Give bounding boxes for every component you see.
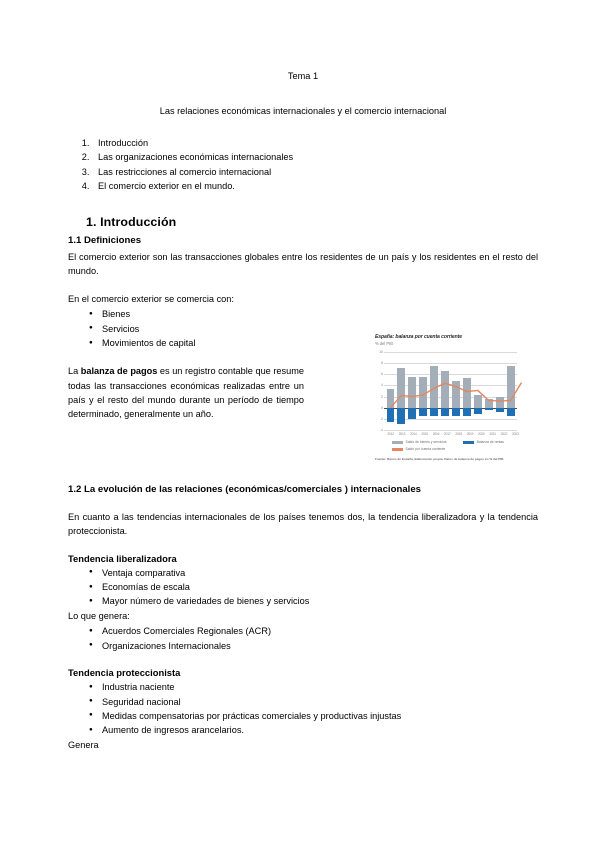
legend-swatch-gray-icon bbox=[392, 441, 403, 444]
trade-lead-in: En el comercio exterior se comercia con: bbox=[68, 294, 234, 305]
chart-subtitle: % del PIB bbox=[375, 341, 393, 346]
document-title: Tema 1 bbox=[287, 71, 319, 81]
list-item: ● Organizaciones Internacionales bbox=[102, 639, 538, 653]
chart-x-tick-label: 2022 bbox=[500, 432, 508, 436]
subsection-heading-1-1: 1.1 Definiciones bbox=[68, 234, 142, 246]
legend-label: Saldo de bienes y servicios bbox=[405, 440, 447, 444]
chart-y-tick-label: 2 bbox=[381, 394, 383, 399]
liberal-generates-list bbox=[68, 624, 538, 653]
chart-y-tick-label: 10 bbox=[379, 350, 383, 354]
chart-source-note: Fuente: Banco de España, Elaboración propia. Datos de balanza de pagos en % del PIB. bbox=[375, 457, 505, 461]
legend-label: Saldo por cuenta corriente bbox=[405, 447, 446, 451]
list-item: ● Bienes bbox=[102, 307, 538, 321]
chart-plot-area bbox=[375, 352, 517, 430]
chart-x-tick-label: 2016 bbox=[432, 432, 440, 436]
legend-swatch-blue-icon bbox=[463, 441, 474, 444]
chart-x-tick-label: 2023 bbox=[512, 432, 519, 436]
document-subtitle: Las relaciones económicas internacionales y el comercio internacional bbox=[159, 106, 447, 116]
liberal-generates-lead: Lo que genera: bbox=[68, 610, 130, 621]
list-item: ● Acuerdos Comerciales Regionales (ACR) bbox=[102, 624, 538, 638]
protection-items-list bbox=[68, 680, 538, 738]
list-item: ● Industria naciente bbox=[102, 680, 538, 694]
liberal-items-list bbox=[68, 566, 538, 609]
chart-x-tick-label: 2018 bbox=[455, 432, 462, 436]
list-item: ● Mayor número de variedades de bienes y servicios bbox=[102, 594, 538, 608]
chart-x-tick-label: 2019 bbox=[466, 432, 474, 436]
chart-legend bbox=[382, 440, 518, 454]
chart-y-tick-label: -2 bbox=[379, 416, 383, 421]
chart-y-tick-label: 6 bbox=[381, 372, 383, 377]
toc-item: 3. Las restricciones al comercio internacional bbox=[92, 165, 538, 179]
list-item: ● Aumento de ingresos arancelarios. bbox=[102, 723, 538, 737]
chart-line-series bbox=[385, 352, 516, 430]
list-item: ● Ventaja comparativa bbox=[102, 566, 538, 580]
subsection-heading-1-2: 1.2 La evolución de las relaciones (económicas/comerciales ) internacionales bbox=[68, 484, 421, 496]
chart-y-tick-label: 8 bbox=[381, 361, 383, 366]
table-of-contents bbox=[68, 136, 538, 194]
chart-x-tick-label: 2012 bbox=[387, 432, 394, 436]
chart-y-tick-label: -4 bbox=[379, 428, 383, 432]
toc-item: 1. Introducción bbox=[92, 136, 538, 150]
list-item: ● Medidas compensatorias por prácticas comerciales y productivas injustas bbox=[102, 709, 538, 723]
balanza-term: balanza de pagos bbox=[80, 366, 158, 377]
legend-entry-rentas bbox=[463, 440, 504, 446]
chart-x-axis-labels bbox=[385, 432, 521, 437]
chart-line-path bbox=[390, 383, 521, 408]
legend-entry-cuenta-corriente bbox=[392, 447, 445, 453]
chart-title: España: balanza por cuenta corriente bbox=[375, 334, 462, 340]
chart-figure-balanza-cuenta-corriente bbox=[370, 330, 522, 470]
chart-x-tick-label: 2020 bbox=[478, 432, 485, 436]
legend-entry-bienes-servicios bbox=[392, 440, 447, 446]
section-heading-1: 1. Introducción bbox=[86, 214, 177, 229]
list-item: ● Economías de escala bbox=[102, 580, 538, 594]
list-item: ● Seguridad nacional bbox=[102, 695, 538, 709]
balanza-par-pre: La bbox=[68, 366, 81, 377]
tendencias-intro-paragraph: En cuanto a las tendencias internacionales de los países tenemos dos, la tendencia liberalizadora y la tendencia proteccionista. bbox=[68, 512, 538, 537]
protection-generates-lead: Genera bbox=[68, 739, 99, 750]
legend-label: Balanza de rentas bbox=[476, 440, 504, 444]
toc-item: 2. Las organizaciones económicas internacionales bbox=[92, 150, 538, 164]
chart-x-tick-label: 2015 bbox=[421, 432, 428, 436]
chart-x-tick-label: 2014 bbox=[410, 432, 417, 436]
chart-x-tick-label: 2013 bbox=[398, 432, 406, 436]
heading-tendencia-proteccionista: Tendencia proteccionista bbox=[68, 667, 181, 679]
heading-tendencia-liberalizadora: Tendencia liberalizadora bbox=[68, 552, 177, 564]
chart-y-tick-label: 0 bbox=[381, 405, 383, 410]
balanza-de-pagos-paragraph bbox=[68, 364, 304, 421]
list-item: ● Servicios bbox=[102, 322, 538, 336]
chart-x-tick-label: 2017 bbox=[444, 432, 451, 436]
chart-x-tick-label: 2021 bbox=[489, 432, 496, 436]
chart-y-tick-label: 4 bbox=[381, 383, 383, 388]
list-item: ● Movimientos de capital bbox=[102, 336, 538, 350]
definition-paragraph: El comercio exterior son las transacciones globales entre los residentes de un país y los residentes en el resto del mundo. bbox=[68, 251, 538, 276]
toc-item: 4. El comercio exterior en el mundo. bbox=[92, 179, 538, 193]
legend-swatch-orange-icon bbox=[392, 448, 403, 451]
balanza-par-post: es un registro contable que resume todas las transacciones económicas realizadas entre un país y el resto del mundo durante un período de tiempo determinado, generalmente un año. bbox=[68, 366, 304, 420]
chart-gridline bbox=[384, 430, 517, 431]
